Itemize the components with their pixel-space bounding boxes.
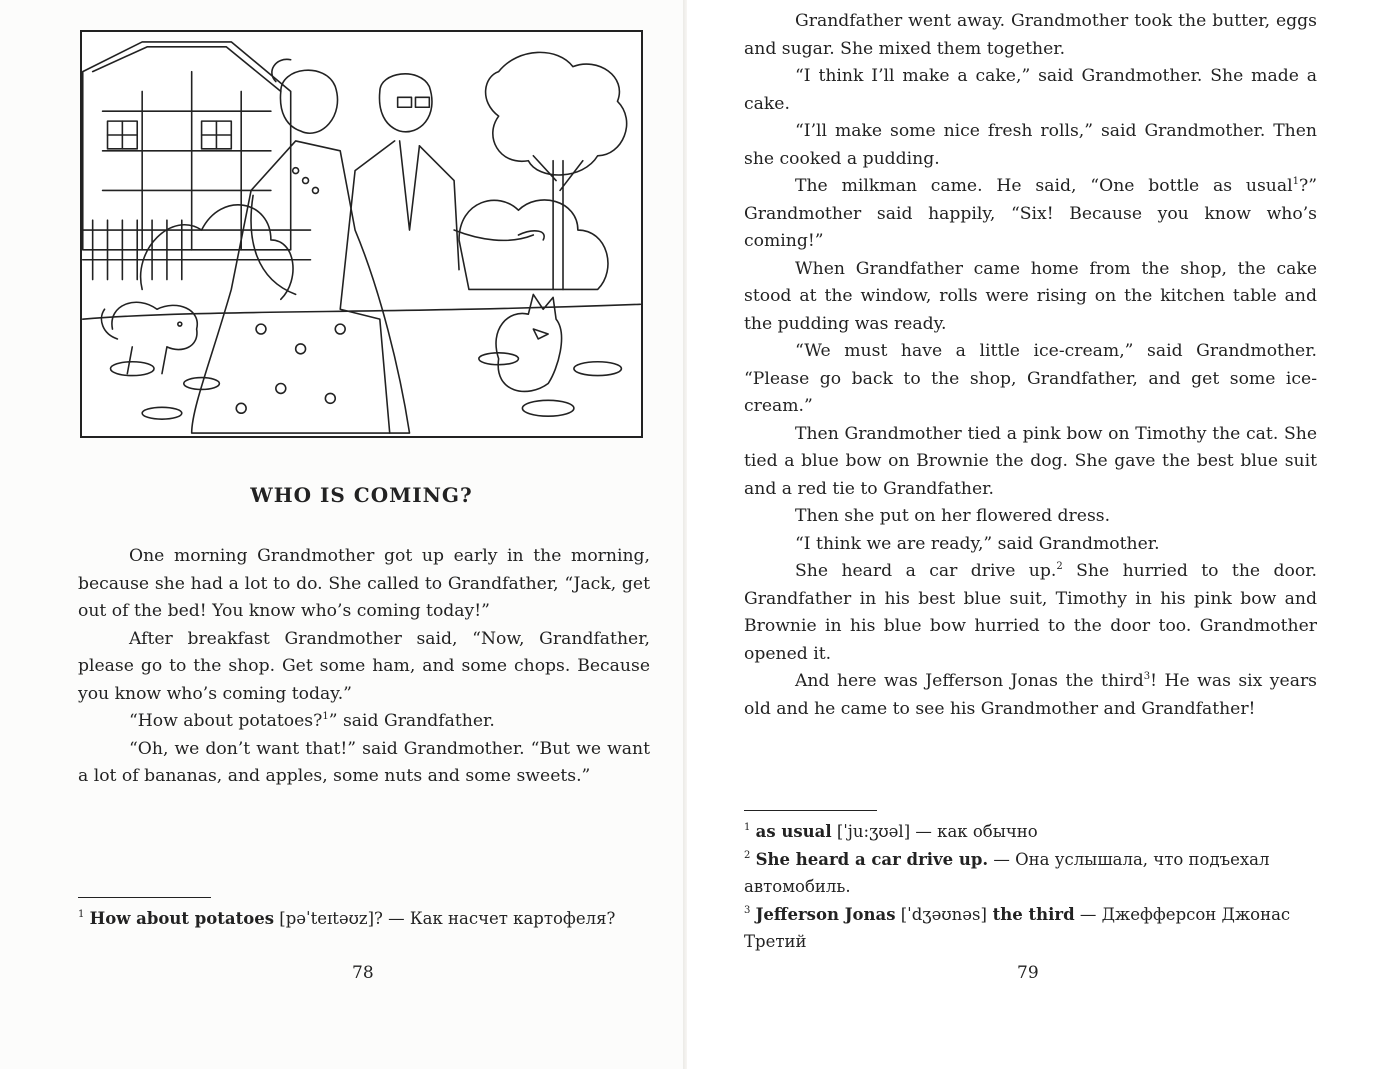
paragraph: One morning Grandmother got up early in the morning, because she had a lot to do. She called to Grandfather, “Jack, get out of the bed! You know who’s coming today!” bbox=[78, 546, 650, 621]
paragraph: After breakfast Grandmother said, “Now, Grandfather, please go to the shop. Get some ham, and some chops. Because you know who’s coming today.” bbox=[78, 628, 650, 704]
footnote-marker[interactable]: 1 bbox=[1292, 176, 1299, 187]
left-footnotes bbox=[78, 905, 650, 933]
paragraph bbox=[744, 558, 1317, 668]
paragraph: When Grandfather came home from the shop, the cake stood at the window, rolls were rising on the kitchen table and the pudding was ready. bbox=[744, 258, 1317, 334]
grandparents-garden-drawing bbox=[82, 32, 641, 436]
footnote-translation: — Она услышала, что подъехал автомобиль. bbox=[744, 849, 1270, 896]
paragraph: Then Grandmother tied a pink bow on Timothy the cat. She tied a blue bow on Brownie the dog. She gave the best blue suit and a red tie to Grandfather. bbox=[744, 423, 1317, 499]
footnote-divider bbox=[744, 810, 877, 811]
footnote bbox=[744, 818, 1317, 846]
footnote-term-suffix: the third bbox=[986, 904, 1075, 924]
footnote-phonetic: [ˈju:ʒʊəl] bbox=[831, 822, 911, 841]
footnote-translation: — Джефферсон Джонас Третий bbox=[744, 904, 1291, 951]
paragraph-part: The milkman came. He said, “One bottle as usual bbox=[795, 176, 1293, 196]
right-body-text bbox=[744, 8, 1317, 723]
paragraph: “I’ll make some nice fresh rolls,” said Grandmother. Then she cooked a pudding. bbox=[744, 121, 1317, 169]
footnote-translation: — Как насчет картофеля? bbox=[382, 909, 616, 928]
paragraph: Then she put on her flowered dress. bbox=[795, 506, 1111, 526]
paragraph-part: ! He was six years old and he came to see his Grandmother and Grandfather! bbox=[744, 671, 1317, 719]
paragraph bbox=[78, 708, 650, 736]
left-body-text bbox=[78, 543, 650, 791]
right-footnotes bbox=[744, 818, 1317, 956]
footnote bbox=[744, 846, 1317, 901]
paragraph-part: She heard a car drive up. bbox=[795, 561, 1057, 581]
story-illustration bbox=[80, 30, 643, 438]
paragraph-part: “How about potatoes? bbox=[129, 711, 323, 731]
paragraph bbox=[744, 173, 1317, 256]
footnote bbox=[78, 905, 650, 933]
footnote-marker[interactable]: 2 bbox=[1056, 561, 1063, 572]
paragraph-part: And here was Jefferson Jonas the third bbox=[795, 671, 1144, 691]
footnote-term: Jefferson Jonas bbox=[755, 904, 896, 924]
footnote-number: 3 bbox=[744, 904, 751, 916]
footnote-marker[interactable]: 1 bbox=[322, 711, 329, 722]
paragraph-part: She hurried to the door. Grandfather in his best blue suit, Timothy in his pink bow and Brownie in his blue bow hurried to the door too. Grandmother opened it. bbox=[744, 561, 1317, 664]
right-page bbox=[687, 0, 1374, 1069]
footnote-number: 2 bbox=[744, 849, 751, 861]
footnote bbox=[744, 901, 1317, 956]
footnote-term: She heard a car drive up. bbox=[755, 849, 989, 869]
story-title: WHO IS COMING? bbox=[250, 483, 473, 507]
paragraph: Grandfather went away. Grandmother took the butter, eggs and sugar. She mixed them together. bbox=[744, 11, 1317, 59]
paragraph: “I think I’ll make a cake,” said Grandmother. She made a cake. bbox=[744, 66, 1317, 114]
page-number: 79 bbox=[1017, 963, 1039, 983]
paragraph-part: ?” Grandmother said happily, “Six! Because you know who’s coming!” bbox=[744, 176, 1317, 251]
footnote-divider bbox=[78, 897, 211, 898]
paragraph bbox=[744, 668, 1317, 723]
footnote-phonetic: [pəˈteɪtəʊz]? bbox=[274, 909, 383, 928]
footnote-term: as usual bbox=[755, 822, 832, 841]
paragraph: “I think we are ready,” said Grandmother. bbox=[795, 533, 1160, 554]
footnote-translation: — как обычно bbox=[910, 822, 1038, 841]
page-number: 78 bbox=[352, 963, 374, 983]
paragraph: “We must have a little ice-cream,” said Grandmother. “Please go back to the shop, Grandfather, and get some ice-cream.” bbox=[744, 341, 1317, 416]
footnote-term: How about potatoes bbox=[89, 909, 275, 928]
footnote-phonetic: [ˈdʒəʊnəs] bbox=[895, 904, 987, 924]
footnote-number: 1 bbox=[744, 822, 751, 833]
footnote-marker[interactable]: 3 bbox=[1143, 671, 1151, 682]
paragraph-part: ” said Grandfather. bbox=[328, 711, 495, 731]
footnote-number: 1 bbox=[78, 909, 85, 920]
paragraph: “Oh, we don’t want that!” said Grandmother. “But we want a lot of bananas, and apples, some nuts and some sweets.” bbox=[78, 738, 650, 786]
